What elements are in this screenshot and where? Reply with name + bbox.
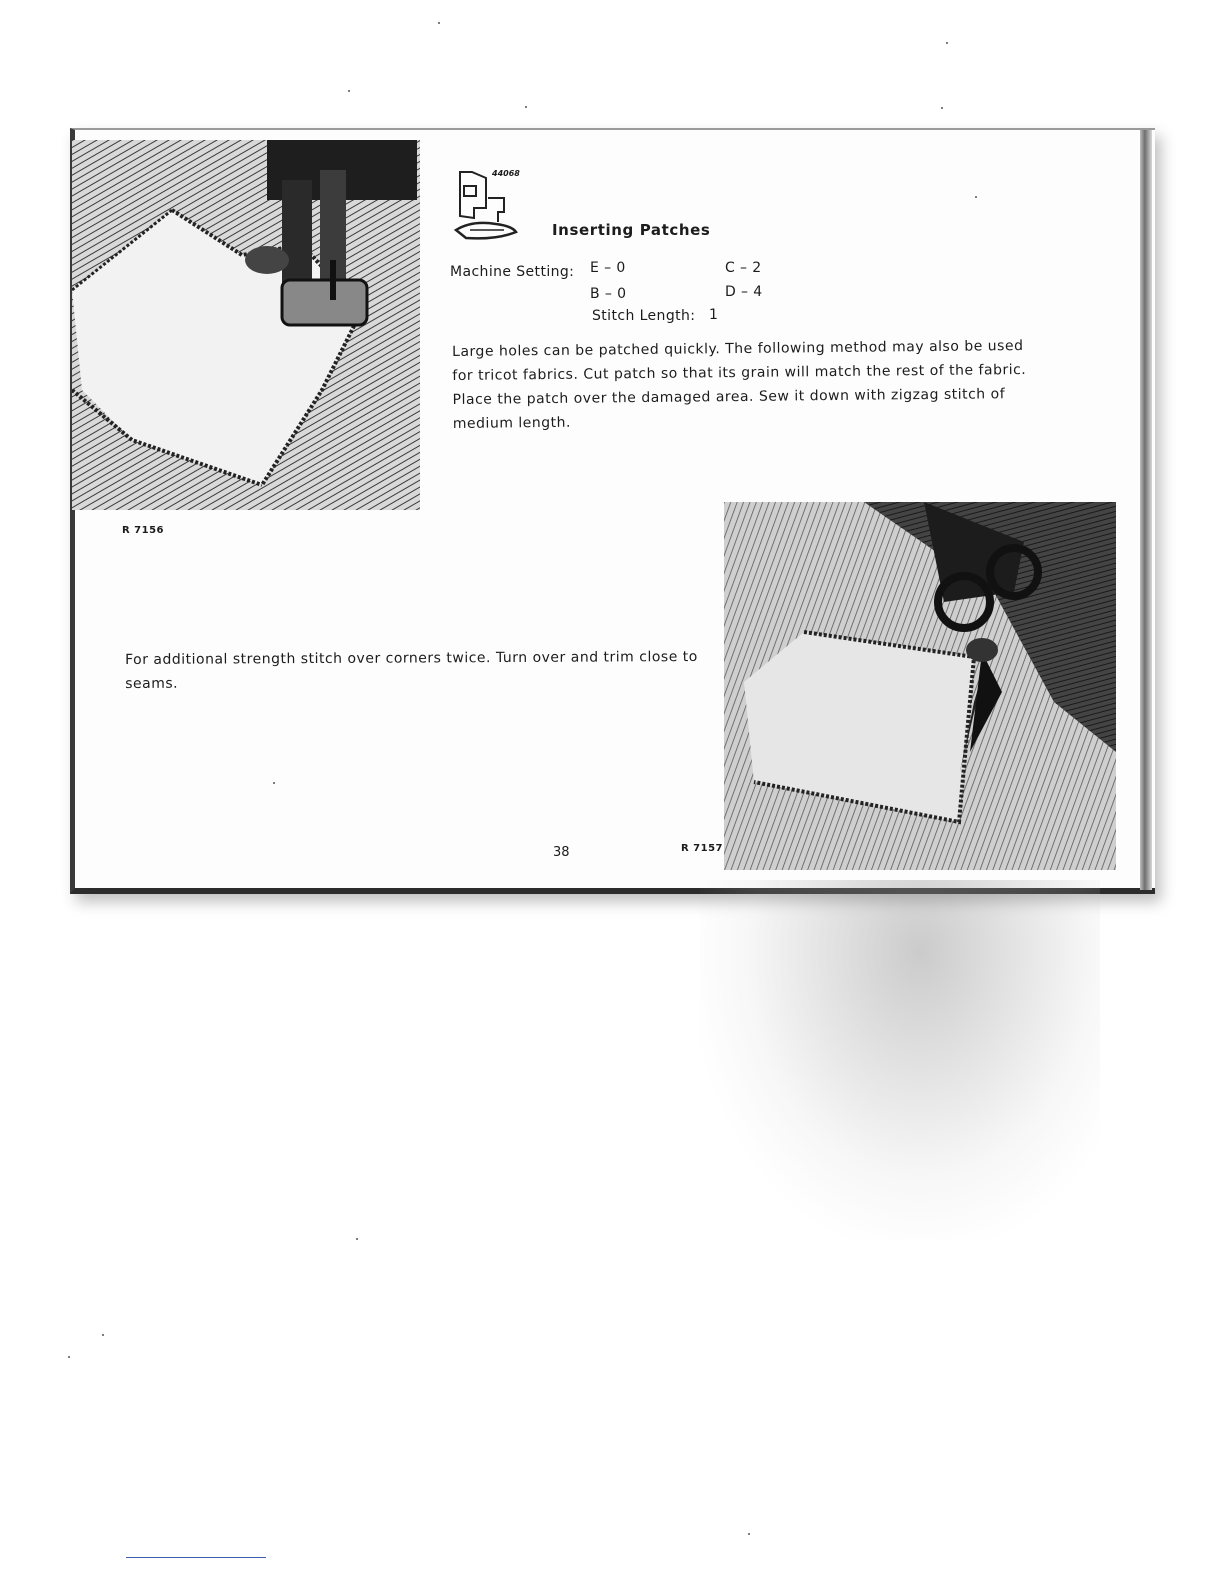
setting-d: D – 4 [725,284,763,300]
zigzag-patch-sewing-photo [72,140,420,510]
setting-e: E – 0 [590,260,626,276]
scan-bleed-through [700,880,1100,1240]
setting-c: C – 2 [725,260,762,276]
section-title: Inserting Patches [552,221,711,239]
instructions-paragraph: Large holes can be patched quickly. The following method may also be used for tricot fabrics. Cut patch so that its grain will match the rest of the fabric. Place the patch over the damaged area. Sew it down with zigzag stitch of medium length. [452,338,1027,432]
page-number: 38 [553,845,570,860]
machine-setting-label: Machine Setting: [450,264,575,280]
setting-b: B – 0 [590,286,627,302]
page-edge-shadow [1140,130,1152,890]
foot-part-number: 44068 [492,169,520,178]
stitch-length-value: 1 [709,307,719,323]
presser-foot-icon [452,168,522,246]
figure-caption: R 7156 [122,525,165,536]
scan-edge-line [126,1557,266,1558]
patch-trimming-scissors-photo [724,502,1116,870]
stitch-length-label: Stitch Length: [592,308,696,324]
corners-paragraph: For additional strength stitch over corners twice. Turn over and trim close to seams. [125,649,698,692]
figure-caption: R 7157 [681,843,724,854]
